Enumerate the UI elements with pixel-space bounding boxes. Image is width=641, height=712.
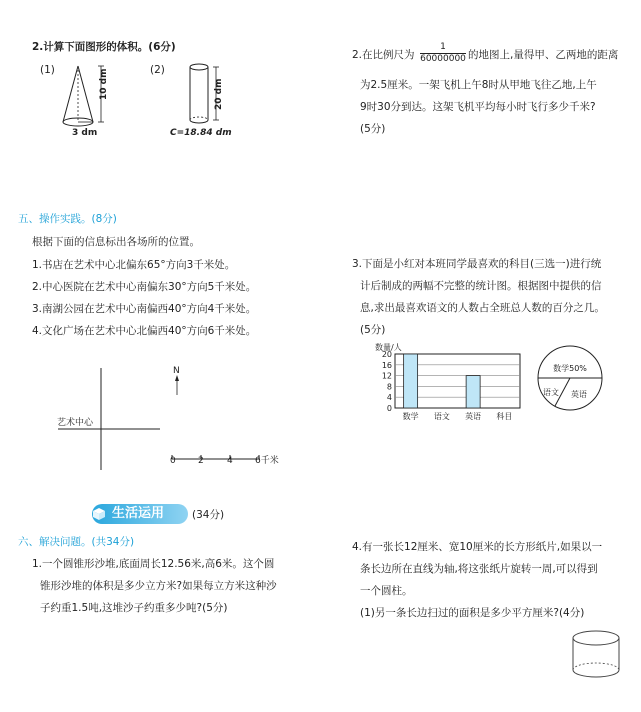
y-tick-label: 4	[386, 393, 392, 403]
cone-height-label: 10 dm	[99, 68, 109, 100]
x-tick-label: 数学	[402, 412, 419, 421]
r-q4-line-4: (1)另一条长边扫过的面积是多少平方厘米?(4分)	[360, 607, 585, 619]
y-tick-label: 0	[386, 404, 392, 413]
r-q2-post: 的地图上,量得甲、乙两地的距离	[468, 49, 619, 61]
x-tick-label: 英语	[465, 412, 482, 421]
scale-tick-2: 2	[198, 456, 204, 466]
pie-chart	[535, 343, 605, 413]
scale-numerator: 1	[420, 42, 466, 54]
cube-icon	[92, 507, 106, 521]
section6-q1-line-2: 锥形沙堆的体积是多少立方米?如果每立方米这种沙	[40, 580, 277, 592]
r-q4-line-3: 一个圆柱。	[360, 585, 413, 597]
y-tick-label: 12	[381, 371, 392, 381]
section5-intro: 根据下面的信息标出各场所的位置。	[32, 236, 200, 248]
bar-chart	[355, 340, 530, 425]
section6-heading: 六、解决问题。(共34分)	[18, 536, 135, 548]
fig1-label: (1)	[40, 64, 55, 76]
section5-item-3: 3.南湖公园在艺术中心南偏西40°方向4千米处。	[32, 303, 257, 315]
r-q4-line-2: 条长边所在直线为轴,将这张纸片旋转一周,可以得到	[360, 563, 598, 575]
r-q3-line-2: 计后制成的两幅不完整的统计图。根据图中提供的信	[360, 280, 602, 292]
cylinder-height-label: 20 dm	[214, 78, 224, 110]
x-tick-label: 语文	[433, 412, 450, 421]
art-center-label: 艺术中心	[57, 418, 94, 428]
scale-tick-4: 4	[227, 456, 233, 466]
r-q3-line-1: 3.下面是小红对本班同学最喜欢的科目(三选一)进行统	[352, 258, 602, 270]
cylinder-sketch	[570, 628, 622, 682]
q2-title: 2.计算下面图形的体积。(6分)	[32, 41, 176, 53]
r-q2-line-2: 为2.5厘米。一架飞机上午8时从甲地飞往乙地,上午	[360, 79, 597, 91]
scale-tick-0: 0	[170, 456, 176, 466]
scale-tick-6: 6千米	[255, 456, 279, 466]
cone-radius-label: 3 dm	[72, 128, 98, 138]
r-q2-line-4: (5分)	[360, 123, 386, 135]
r-q2-pre: 2.在比例尺为	[352, 49, 415, 61]
pie-label-math: 数学50%	[553, 364, 587, 373]
r-q3-line-4: (5分)	[360, 324, 386, 336]
fig2-label: (2)	[150, 64, 165, 76]
banner-points: (34分)	[192, 509, 225, 521]
north-label: N	[173, 366, 180, 376]
r-q2-line-3: 9时30分到达。这架飞机平均每小时飞行多少千米?	[360, 101, 596, 113]
bar	[466, 376, 480, 408]
scale-fraction	[420, 42, 466, 65]
bar-chart-ylabel: 数量/人	[375, 343, 402, 352]
r-q4-line-1: 4.有一张长12厘米、宽10厘米的长方形纸片,如果以一	[352, 541, 603, 553]
r-q3-line-3: 息,求出最喜欢语文的人数占全班总人数的百分之几。	[360, 302, 605, 314]
section5-item-1: 1.书店在艺术中心北偏东65°方向3千米处。	[32, 259, 236, 271]
section5-item-2: 2.中心医院在艺术中心南偏东30°方向5千米处。	[32, 281, 257, 293]
section5-heading: 五、操作实践。(8分)	[18, 213, 117, 225]
cylinder-circ-label: C=18.84 dm	[170, 128, 232, 138]
section6-q1-line-3: 子约重1.5吨,这堆沙子约重多少吨?(5分)	[40, 602, 228, 614]
x-tick-label: 科目	[496, 412, 513, 421]
bar	[404, 354, 418, 408]
section5-item-4: 4.文化广场在艺术中心北偏西40°方向6千米处。	[32, 325, 257, 337]
y-tick-label: 8	[386, 382, 392, 392]
y-tick-label: 16	[381, 360, 392, 370]
section6-q1-line-1: 1.一个圆锥形沙堆,底面周长12.56米,高6米。这个圆	[32, 558, 275, 570]
pie-label-english: 英语	[571, 390, 587, 399]
y-tick-label: 20	[381, 350, 392, 359]
banner-title: 生活运用	[112, 506, 165, 521]
pie-label-chinese: 语文	[543, 388, 559, 397]
scale-denominator: 60000000	[420, 54, 466, 64]
